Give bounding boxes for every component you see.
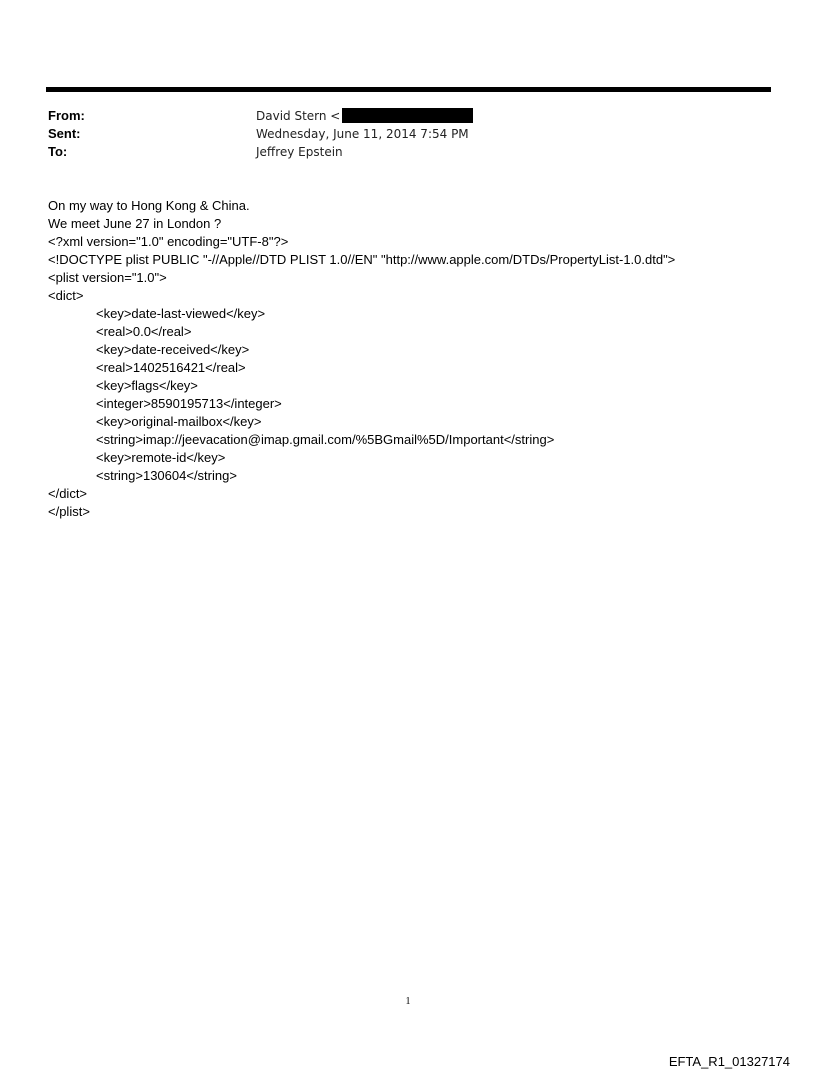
- redaction-block: [342, 108, 473, 123]
- body-line: <key>date-received</key>: [96, 342, 250, 357]
- sent-row: [48, 125, 748, 143]
- body-line: <dict>: [48, 288, 84, 303]
- body-line: We meet June 27 in London ?: [48, 216, 222, 231]
- from-sender-name: David Stern <: [256, 109, 341, 123]
- body-line: <string>130604</string>: [96, 468, 237, 483]
- body-line: <integer>8590195713</integer>: [96, 396, 282, 411]
- to-row: [48, 143, 748, 161]
- page-number: 1: [405, 996, 411, 1007]
- email-body: [48, 197, 788, 521]
- body-line: <!DOCTYPE plist PUBLIC "-//Apple//DTD PLIST 1.0//EN" "http://www.apple.com/DTDs/PropertyList-1.0.dtd">: [48, 252, 676, 267]
- body-line: <key>flags</key>: [96, 378, 198, 393]
- body-line: <key>date-last-viewed</key>: [96, 306, 266, 321]
- body-line: <?xml version="1.0" encoding="UTF-8"?>: [48, 234, 289, 249]
- document-id: EFTA_R1_01327174: [668, 1054, 790, 1069]
- body-line: <real>1402516421</real>: [96, 360, 246, 375]
- body-line: </plist>: [48, 504, 90, 519]
- body-line: <key>remote-id</key>: [96, 450, 226, 465]
- body-line: </dict>: [48, 486, 88, 501]
- sent-label: Sent:: [48, 126, 81, 141]
- body-line: <key>original-mailbox</key>: [96, 414, 262, 429]
- body-line: <plist version="1.0">: [48, 270, 167, 285]
- body-line: <real>0.0</real>: [96, 324, 192, 339]
- body-line: <string>imap://jeevacation@imap.gmail.com/%5BGmail%5D/Important</string>: [96, 432, 555, 447]
- body-line: On my way to Hong Kong & China.: [48, 198, 250, 213]
- top-rule: [46, 87, 771, 92]
- to-label: To:: [48, 144, 68, 159]
- from-row: [48, 107, 748, 125]
- sent-value: Wednesday, June 11, 2014 7:54 PM: [256, 127, 469, 141]
- to-value: Jeffrey Epstein: [256, 145, 343, 159]
- email-header: [48, 107, 748, 161]
- from-value: [256, 107, 473, 125]
- from-label: From:: [48, 108, 85, 123]
